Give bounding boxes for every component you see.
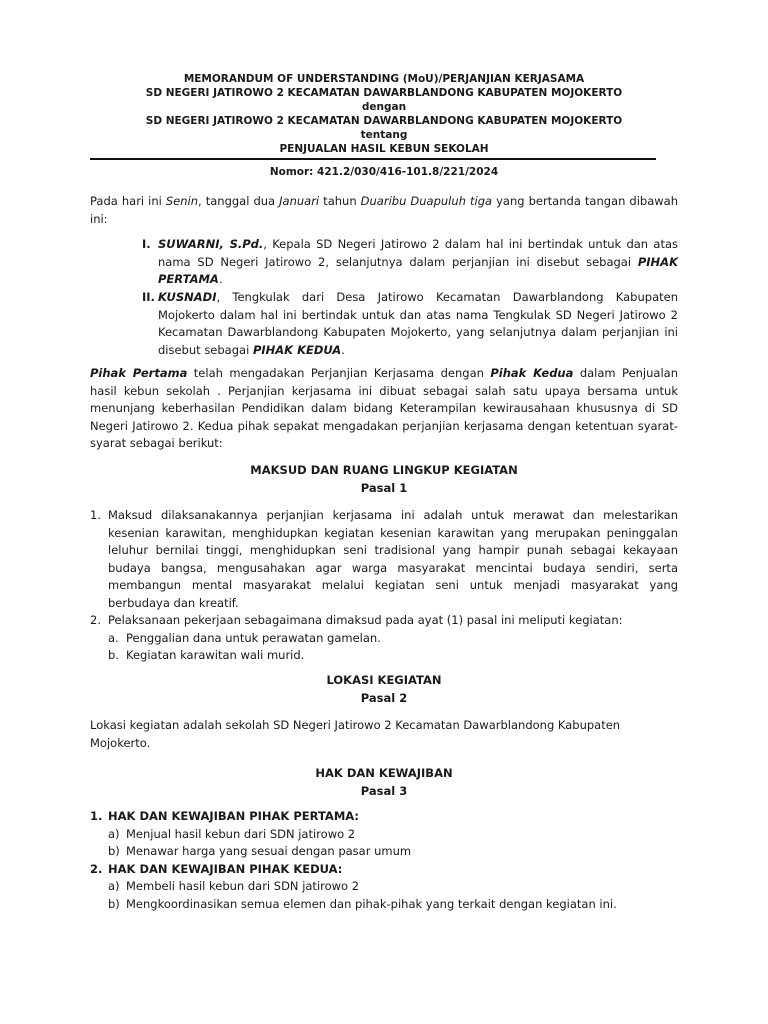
party-name: KUSNADI	[158, 290, 217, 304]
section-1-list	[90, 507, 678, 665]
document-header	[90, 72, 678, 156]
sub-item: b) Menawar harga yang sesuai dengan pasar umum	[108, 844, 412, 858]
section-1-pasal: Pasal 1	[360, 481, 408, 495]
header-dengan: dengan	[361, 101, 407, 113]
party-role: PIHAK KEDUA	[252, 342, 342, 357]
section-2-title: LOKASI KEGIATAN	[326, 673, 442, 687]
rights-heading: 1. HAK DAN KEWAJIBAN PIHAK PERTAMA:	[90, 809, 359, 823]
section-2-pasal: Pasal 2	[360, 691, 408, 705]
party-item: II. KUSNADI, Tengkulak dari Desa Jatirowo Kecamatan Dawarblandong Kabupaten Mojokerto dalam hal ini bertindak untuk dan atas nama Tengkulak SD Negeri Jatirowo 2 Kecamatan Dawarblandong Kabupaten Mojokerto, yang selanjutnya dalam perjanjian ini disebut sebagai PIHAK KEDUA.	[142, 290, 678, 357]
rights-heading: 2. HAK DAN KEWAJIBAN PIHAK KEDUA:	[90, 861, 343, 876]
list-item: 1. Maksud dilaksanakannya perjanjian kerjasama ini adalah untuk merawat dan melestarikan kesenian karawitan, menghidupkan kegiatan kesenian karawitan yang merupakan peninggalan leluhur bernilai tinggi, menghidupkan seni tradisional yang hampir punah sebagai kekayaan budaya bangsa, mengusahakan agar warga masyarakat mencintai budaya sendiri, serta membangun mental masyarakat melalui kegiatan seni untuk menjadi masyarakat yang berbudaya dan kreatif.	[90, 508, 678, 610]
sub-item: b) Mengkoordinasikan semua elemen dan pihak-pihak yang terkait dengan kegiatan ini.	[108, 896, 617, 911]
party-item: I. SUWARNI, S.Pd., Kepala SD Negeri Jatirowo 2 dalam hal ini bertindak untuk dan atas nama SD Negeri Jatirowo 2, selanjutnya dalam perjanjian ini disebut sebagai PIHAK PERTAMA.	[142, 237, 678, 286]
list-item: 2. Pelaksanaan pekerjaan sebagaimana dimaksud pada ayat (1) pasal ini meliputi kegiatan:	[90, 613, 623, 627]
section-3-title: HAK DAN KEWAJIBAN	[315, 766, 453, 780]
sub-item: a. Penggalian dana untuk perawatan gamelan.	[108, 630, 381, 645]
party-name: SUWARNI, S.Pd.	[158, 237, 264, 251]
party-number: II.	[142, 290, 155, 304]
section-1-title: MAKSUD DAN RUANG LINGKUP KEGIATAN	[250, 463, 518, 477]
sub-item: a) Membeli hasil kebun dari SDN jatirowo 2	[108, 879, 360, 893]
header-title: MEMORANDUM OF UNDERSTANDING (MoU)/PERJANJIAN KERJASAMA	[183, 73, 585, 85]
document-number: Nomor: 421.2/030/416-101.8/221/2024	[269, 166, 499, 178]
sub-item: a) Menjual hasil kebun dari SDN jatirowo 2	[108, 826, 356, 841]
agreement-paragraph: Pihak Pertama telah mengadakan Perjanjian Kerjasama dengan Pihak Kedua dalam Penjualan hasil kebun sekolah . Perjanjian kerjasama ini dibuat sebagai salah satu upaya bersama untuk menunjang keberhasilan Pendidikan dalam bidang Keterampilan kewirausahaan khususnya di SD Negeri Jatirowo 2. Kedua pihak sepakat mengadakan perjanjian kerjasama dengan ketentuan syarat-syarat sebagai berikut:	[90, 366, 678, 450]
header-tentang: tentang	[360, 129, 408, 141]
party-role: PIHAK PERTAMA	[158, 254, 678, 286]
header-party-1: SD NEGERI JATIROWO 2 KECAMATAN DAWARBLANDONG KABUPATEN MOJOKERTO	[145, 87, 623, 99]
header-divider	[90, 158, 656, 160]
sub-item: b. Kegiatan karawitan wali murid.	[108, 648, 305, 662]
intro-paragraph: Pada hari ini Senin, tanggal dua Januari tahun Duaribu Duapuluh tiga yang bertanda tangan dibawah ini:	[90, 194, 679, 226]
header-party-2: SD NEGERI JATIROWO 2 KECAMATAN DAWARBLANDONG KABUPATEN MOJOKERTO	[145, 115, 623, 127]
party-number: I.	[142, 237, 151, 251]
header-subject: PENJUALAN HASIL KEBUN SEKOLAH	[279, 143, 489, 155]
section-2-text: Lokasi kegiatan adalah sekolah SD Negeri Jatirowo 2 Kecamatan Dawarblandong Kabupaten Mojokerto.	[90, 718, 621, 750]
section-3-pasal: Pasal 3	[360, 784, 408, 798]
section-3-list	[90, 808, 678, 913]
